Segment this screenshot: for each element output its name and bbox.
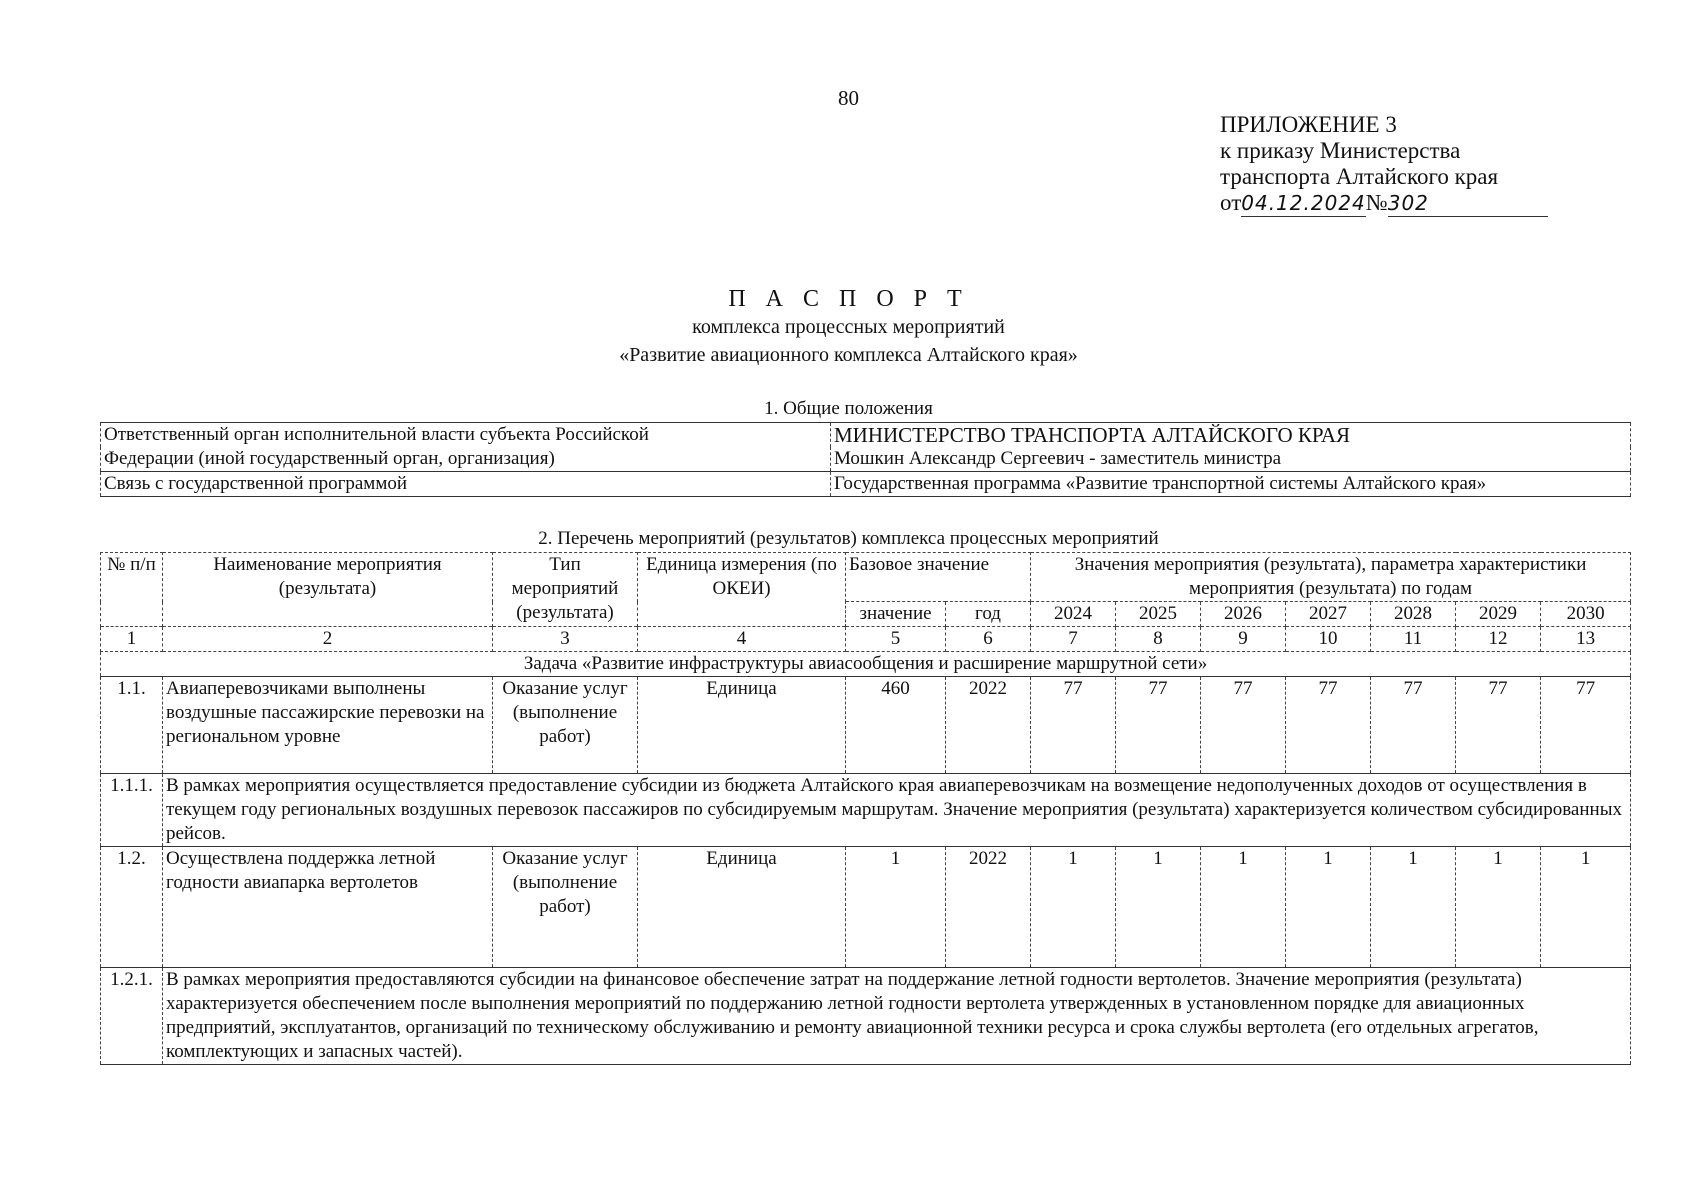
header-row xyxy=(101,553,1631,602)
appendix-line: транспорта Алтайского края xyxy=(1220,164,1499,189)
section-heading: 2. Перечень мероприятий (результатов) комплекса процессных мероприятий xyxy=(538,528,1159,549)
column-number: 13 xyxy=(1541,627,1631,652)
row-base-value: 460 xyxy=(846,677,946,774)
note-text: В рамках мероприятия осуществляется предоставление субсидии из бюджета Алтайского края авиаперевозчикам на возмещение недополученных доходов от осуществления в текущем году региональных воздушных перевозок пассажиров по субсидируемым маршрутам. Значение мероприятия (результата) характеризуется количеством субсидированных рейсов. xyxy=(163,774,1631,847)
row-value: 77 xyxy=(1201,677,1286,774)
note-num: 1.1.1. xyxy=(101,774,163,847)
header-base-value: значение xyxy=(846,602,946,627)
column-number: 7 xyxy=(1031,627,1116,652)
table-row-note xyxy=(101,774,1631,847)
header-year: 2029 xyxy=(1456,602,1541,627)
column-number: 8 xyxy=(1116,627,1201,652)
header-values: Значения мероприятия (результата), параметра характеристики мероприятия (результата) по годам xyxy=(1031,553,1631,602)
table-row xyxy=(101,847,1631,968)
table-cell: МИНИСТЕРСТВО ТРАНСПОРТА АЛТАЙСКОГО КРАЯ xyxy=(831,423,1631,448)
row-value: 1 xyxy=(1541,847,1631,968)
header-year: 2027 xyxy=(1286,602,1371,627)
page-number: 80 xyxy=(838,86,859,110)
row-value: 77 xyxy=(1371,677,1456,774)
document-subtitle: комплекса процессных мероприятий xyxy=(692,316,1005,338)
row-value: 1 xyxy=(1371,847,1456,968)
measures-table xyxy=(100,552,1631,1065)
column-number: 2 xyxy=(163,627,493,652)
general-info-table xyxy=(100,422,1631,497)
column-number: 10 xyxy=(1286,627,1371,652)
handwritten-date: 04.12.2024 xyxy=(1241,191,1366,215)
column-number: 11 xyxy=(1371,627,1456,652)
row-type: Оказание услуг (выполнение работ) xyxy=(493,847,638,968)
row-base-year: 2022 xyxy=(946,847,1031,968)
table-cell: Федерации (иной государственный орган, организация) xyxy=(101,447,831,472)
row-name: Осуществлена поддержка летной годности авиапарка вертолетов xyxy=(163,847,493,968)
table-row xyxy=(101,423,1631,448)
row-value: 1 xyxy=(1286,847,1371,968)
header-type: Тип мероприятий (результата) xyxy=(493,553,638,627)
header-year: 2025 xyxy=(1116,602,1201,627)
row-value: 1 xyxy=(1031,847,1116,968)
row-num: 1.2. xyxy=(101,847,163,968)
header-base-year: год xyxy=(946,602,1031,627)
header-year: 2024 xyxy=(1031,602,1116,627)
header-num: № п/п xyxy=(101,553,163,627)
appendix-title: ПРИЛОЖЕНИЕ 3 xyxy=(1220,112,1397,137)
section-heading: 1. Общие положения xyxy=(764,398,933,419)
column-number: 3 xyxy=(493,627,638,652)
appendix-date-line: от04.12.2024№302 xyxy=(1220,190,1548,217)
table-row xyxy=(101,677,1631,774)
task-row xyxy=(101,652,1631,677)
header-unit: Единица измерения (по ОКЕИ) xyxy=(638,553,846,627)
row-unit: Единица xyxy=(638,677,846,774)
row-value: 77 xyxy=(1031,677,1116,774)
row-value: 1 xyxy=(1116,847,1201,968)
table-cell: Связь с государственной программой xyxy=(101,472,831,497)
header-year: 2026 xyxy=(1201,602,1286,627)
header-year: 2028 xyxy=(1371,602,1456,627)
task-title: Задача «Развитие инфраструктуры авиасообщения и расширение маршрутной сети» xyxy=(101,652,1631,677)
column-number: 6 xyxy=(946,627,1031,652)
column-number: 4 xyxy=(638,627,846,652)
column-number: 5 xyxy=(846,627,946,652)
appendix-line: к приказу Министерства xyxy=(1220,138,1461,163)
document-title: П А С П О Р Т xyxy=(728,286,969,312)
row-value: 77 xyxy=(1541,677,1631,774)
header-base: Базовое значение xyxy=(846,553,1031,602)
row-value: 77 xyxy=(1116,677,1201,774)
row-unit: Единица xyxy=(638,847,846,968)
table-row xyxy=(101,472,1631,497)
table-cell: Мошкин Александр Сергеевич - заместитель министра xyxy=(831,447,1631,472)
note-text: В рамках мероприятия предоставляются субсидии на финансовое обеспечение затрат на поддержание летной годности вертолетов. Значение мероприятия (результата) характеризуется обеспечением после выполнения мероприятий по поддержанию летной годности вертолета утвержденных в установленном порядке для авиационных предприятий, эксплуатантов, организаций по техническому обслуживанию и ремонту авиационной техники ресурса и срока службы вертолета (его отдельных агрегатов, комплектующих и запасных частей). xyxy=(163,968,1631,1065)
table-row-note xyxy=(101,968,1631,1065)
row-value: 1 xyxy=(1456,847,1541,968)
table-cell: Ответственный орган исполнительной власти субъекта Российской xyxy=(101,423,831,448)
header-name: Наименование мероприятия (результата) xyxy=(163,553,493,627)
row-value: 77 xyxy=(1286,677,1371,774)
column-number-row xyxy=(101,627,1631,652)
appendix-block xyxy=(1220,112,1548,217)
handwritten-number: 302 xyxy=(1388,190,1548,217)
note-num: 1.2.1. xyxy=(101,968,163,1065)
row-value: 77 xyxy=(1456,677,1541,774)
column-number: 1 xyxy=(101,627,163,652)
header-year: 2030 xyxy=(1541,602,1631,627)
table-cell: Государственная программа «Развитие транспортной системы Алтайского края» xyxy=(831,472,1631,497)
table-row xyxy=(101,447,1631,472)
document-subtitle: «Развитие авиационного комплекса Алтайского края» xyxy=(619,344,1078,366)
column-number: 12 xyxy=(1456,627,1541,652)
column-number: 9 xyxy=(1201,627,1286,652)
row-name: Авиаперевозчиками выполнены воздушные пассажирские перевозки на региональном уровне xyxy=(163,677,493,774)
row-base-year: 2022 xyxy=(946,677,1031,774)
row-value: 1 xyxy=(1201,847,1286,968)
row-num: 1.1. xyxy=(101,677,163,774)
row-base-value: 1 xyxy=(846,847,946,968)
row-type: Оказание услуг (выполнение работ) xyxy=(493,677,638,774)
